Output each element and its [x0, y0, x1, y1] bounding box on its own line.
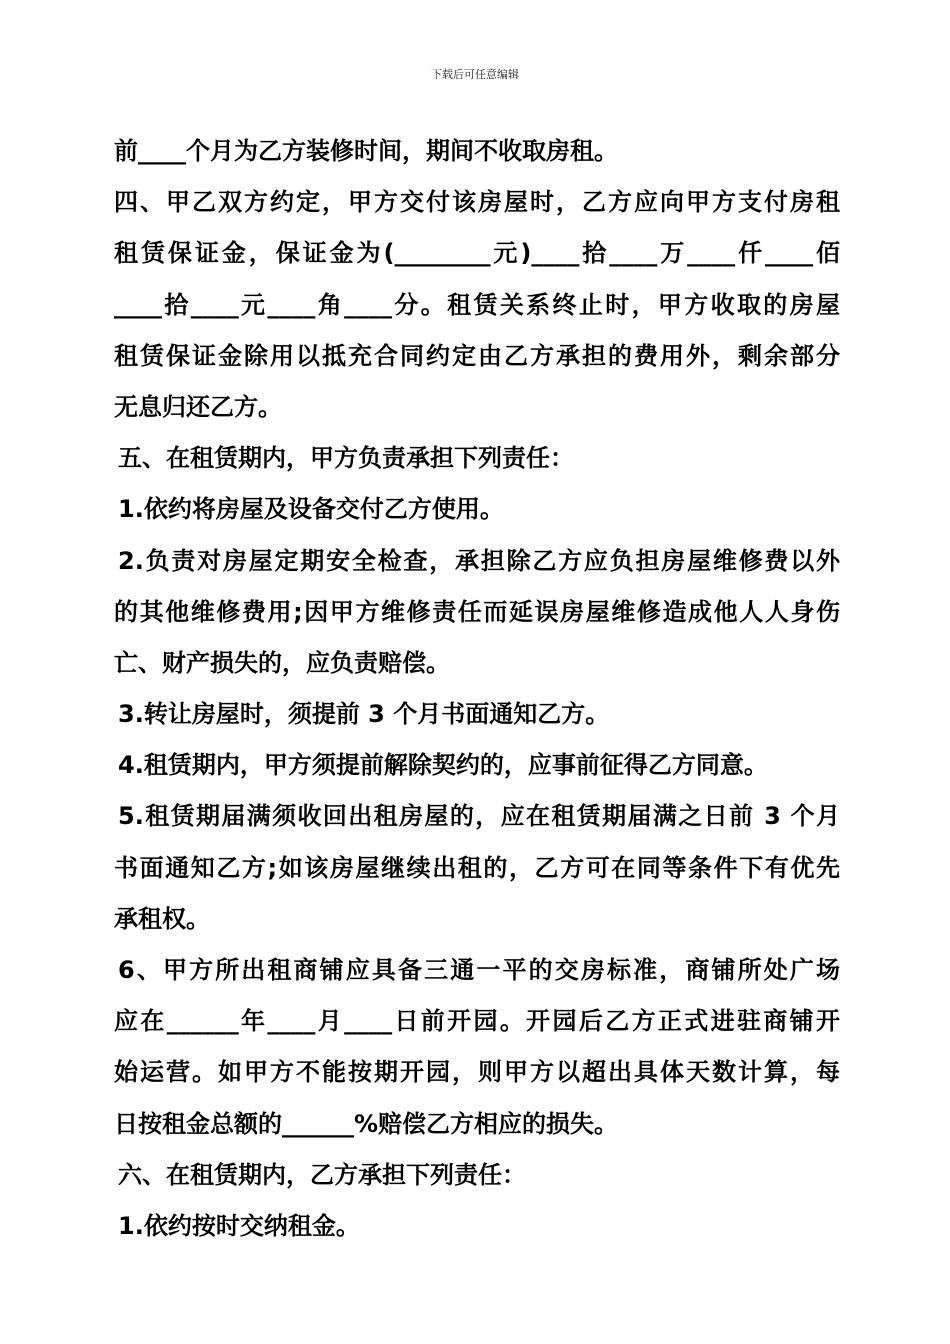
paragraph-line: 亡、财产损失的，应负责赔偿。	[114, 648, 450, 677]
paragraph-line: 租赁保证金除用以抵充合同约定由乙方承担的费用外，剩余部分	[114, 341, 840, 370]
list-item: 1.依约将房屋及设备交付乙方使用。	[118, 495, 504, 524]
paragraph-line: ____拾____元____角____分。租赁关系终止时，甲方收取的房屋	[114, 290, 840, 319]
list-item: 1.依约按时交纳租金。	[118, 1211, 360, 1240]
paragraph-line: 承租权。	[114, 904, 210, 933]
paragraph-line: 无息归还乙方。	[114, 392, 282, 421]
list-item: 4.租赁期内，甲方须提前解除契约的，应事前征得乙方同意。	[118, 751, 768, 780]
list-item: 6、甲方所出租商铺应具备三通一平的交房标准，商铺所处广场	[118, 956, 840, 984]
paragraph-line: 前____个月为乙方装修时间，期间不收取房租。	[114, 137, 618, 165]
section-heading: 六、在租赁期内，乙方承担下列责任：	[118, 1160, 526, 1189]
document-body	[114, 126, 840, 1252]
paragraph-line: 的其他维修费用;因甲方维修责任而延误房屋维修造成他人人身伤	[114, 597, 840, 626]
paragraph-line: 日按租金总额的______%赔偿乙方相应的损失。	[114, 1109, 619, 1138]
paragraph-line: 应在______年____月____日前开园。开园后乙方正式进驻商铺开	[114, 1007, 840, 1036]
paragraph-line: 四、甲乙双方约定，甲方交付该房屋时，乙方应向甲方支付房租	[114, 188, 840, 217]
list-item: 2.负责对房屋定期安全检查，承担除乙方应负担房屋维修费以外	[118, 546, 840, 575]
list-item: 3.转让房屋时，须提前 3 个月书面通知乙方。	[118, 700, 610, 729]
section-heading: 五、在租赁期内，甲方负责承担下列责任：	[118, 444, 574, 473]
paragraph-line: 书面通知乙方;如该房屋继续出租的，乙方可在同等条件下有优先	[114, 853, 840, 882]
list-item: 5.租赁期届满须收回出租房屋的，应在租赁期届满之日前 3 个月	[118, 802, 840, 831]
paragraph-line: 租赁保证金，保证金为(________元)____拾____万____仟____佰	[114, 239, 840, 268]
paragraph-line: 始运营。如甲方不能按期开园，则甲方以超出具体天数计算，每	[114, 1058, 840, 1087]
page-header-note: 下载后可任意编辑	[431, 68, 519, 81]
